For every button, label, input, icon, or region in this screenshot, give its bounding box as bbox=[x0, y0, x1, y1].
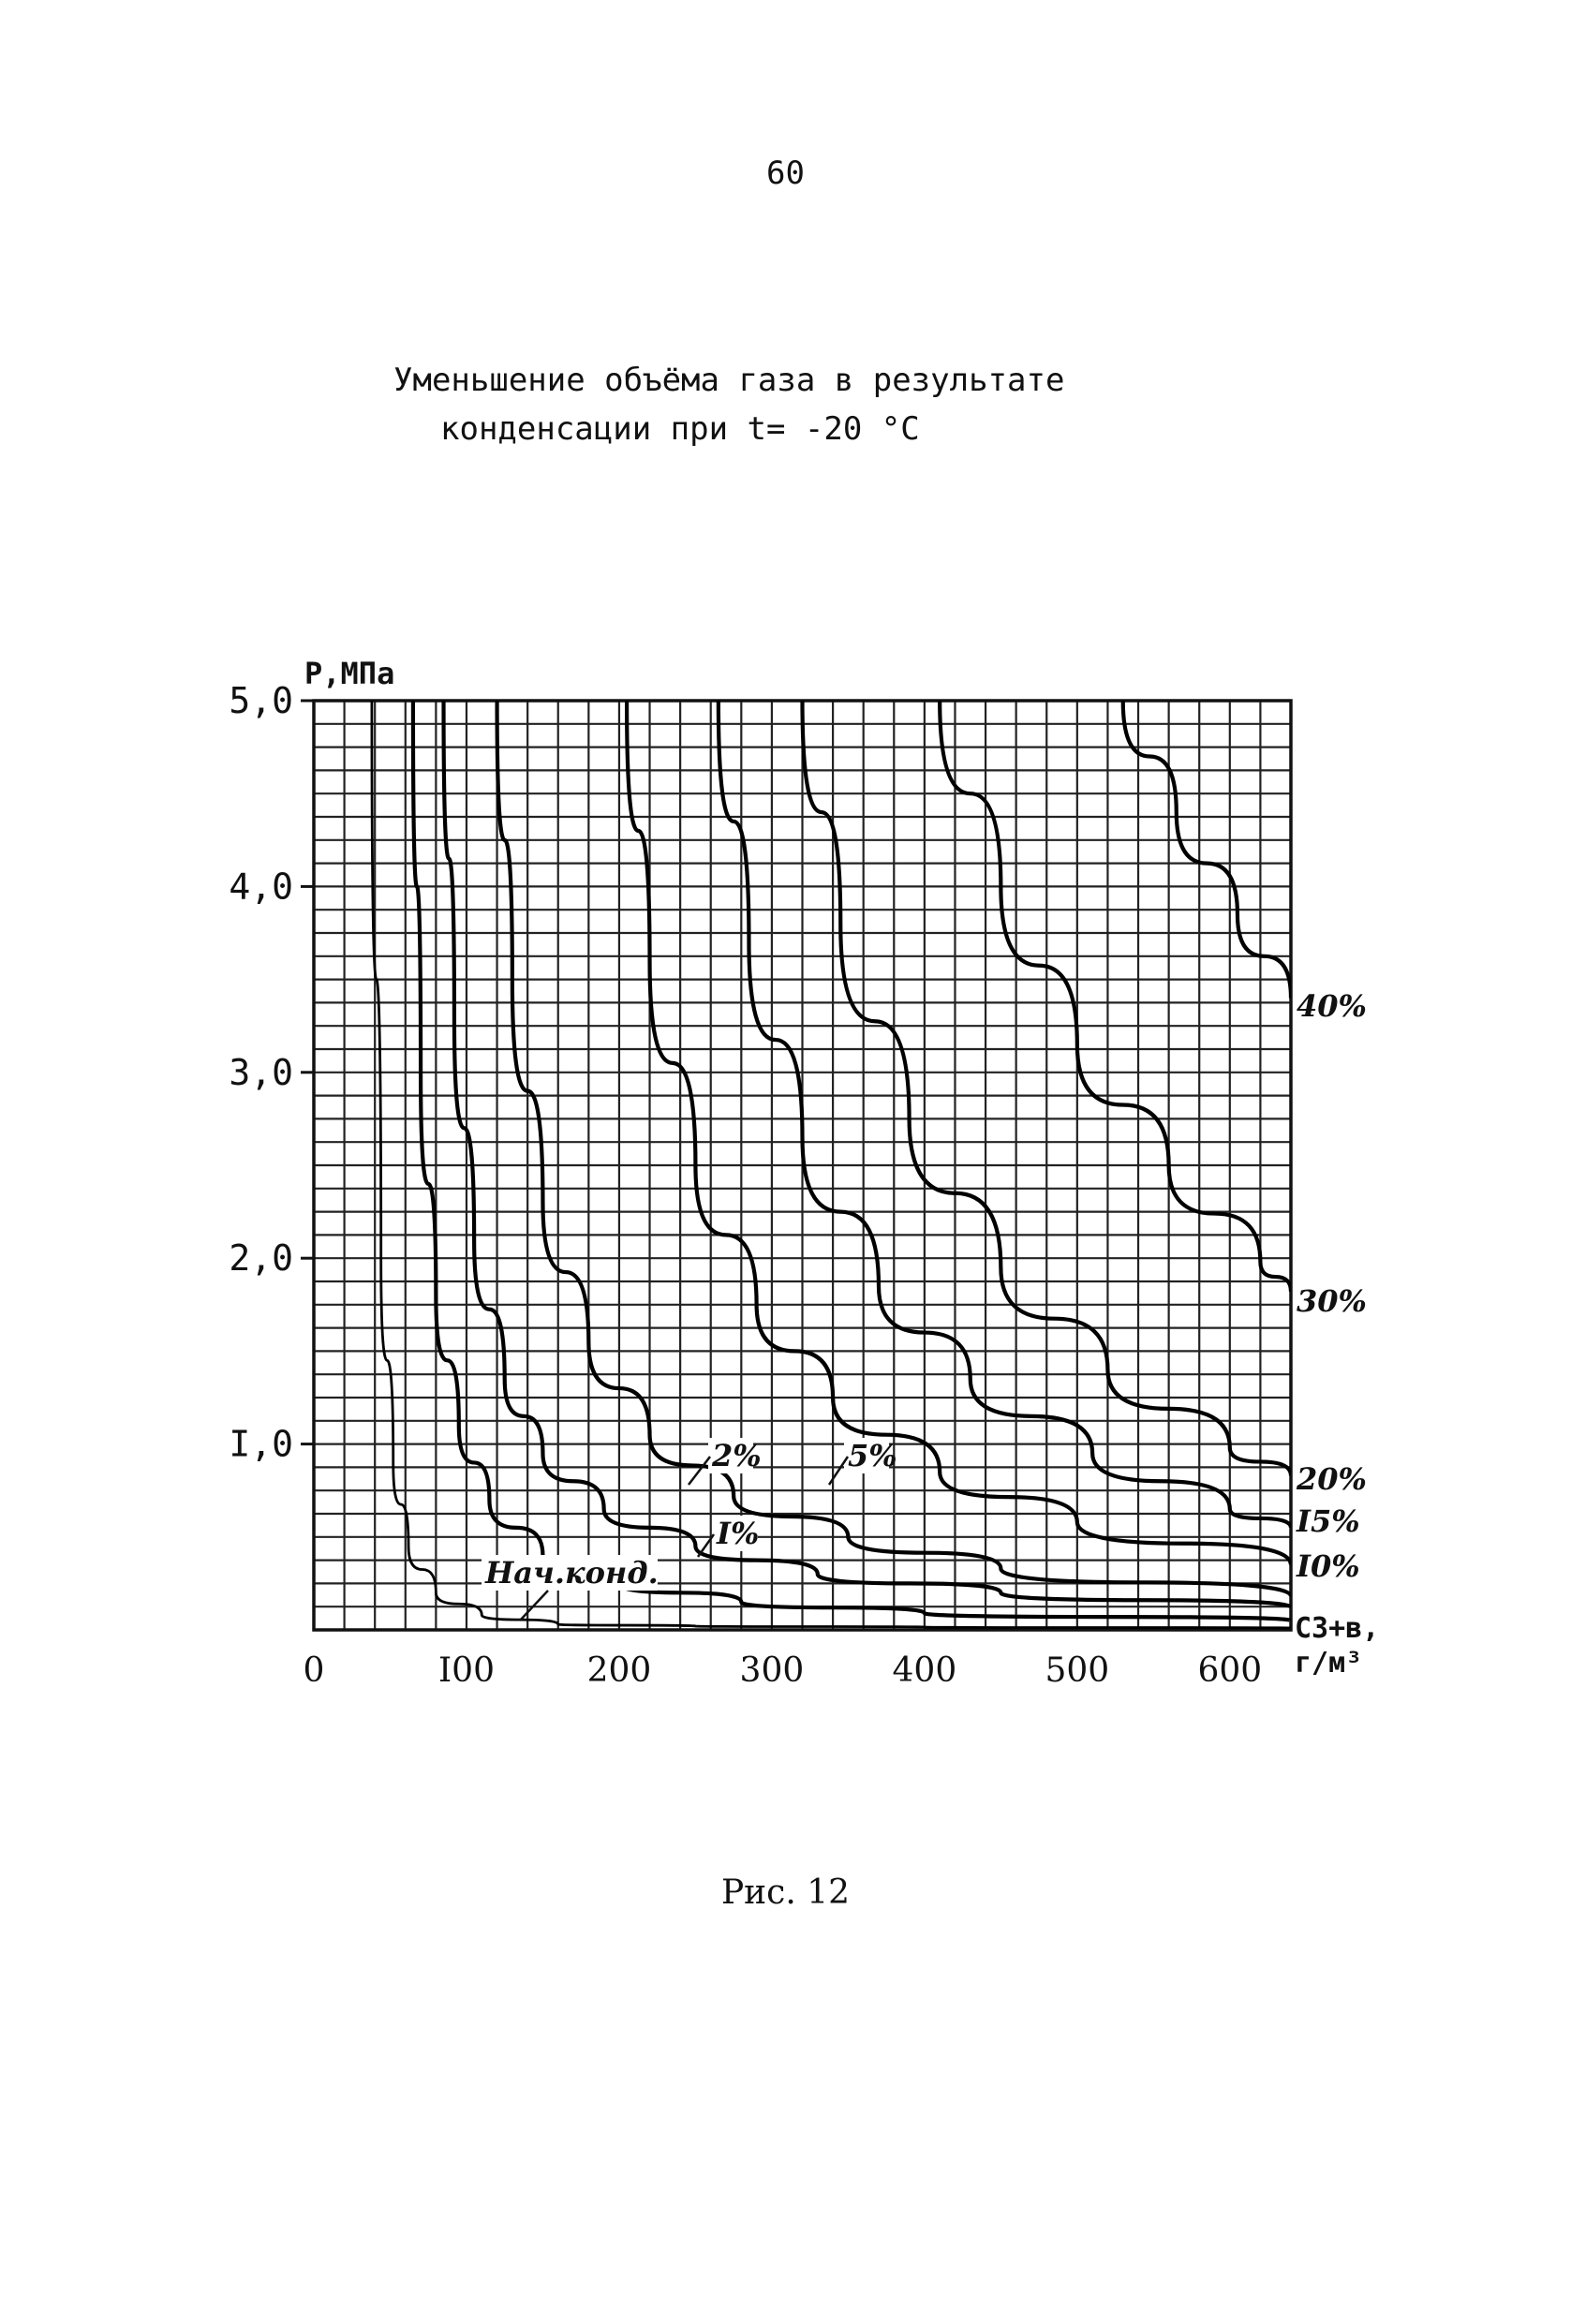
series-label: 40% bbox=[1297, 988, 1367, 1024]
series-label: 20% bbox=[1297, 1461, 1367, 1497]
x-tick-label: 200 bbox=[586, 1651, 652, 1690]
series-line bbox=[1123, 701, 1291, 998]
y-axis-label: Р,МПа bbox=[304, 656, 395, 691]
series-line bbox=[627, 701, 1291, 1565]
series-label: 5% bbox=[848, 1438, 897, 1473]
series-line bbox=[940, 701, 1291, 1292]
x-tick-label: 400 bbox=[892, 1651, 957, 1690]
x-axis-label-line1: С3+в, bbox=[1295, 1612, 1380, 1645]
x-tick-label: 500 bbox=[1045, 1651, 1110, 1690]
title-line-2: конденсации при t= -20 °С bbox=[440, 410, 920, 448]
series-label-leader bbox=[689, 1457, 710, 1485]
y-tick-label: 2,0 bbox=[229, 1237, 293, 1280]
series-label-leader bbox=[520, 1591, 548, 1621]
x-axis-label-line2: г/м³ bbox=[1295, 1647, 1363, 1680]
series-label: I0% bbox=[1297, 1548, 1360, 1584]
y-tick-label: 3,0 bbox=[229, 1051, 293, 1093]
series-label: 30% bbox=[1297, 1283, 1367, 1319]
x-tick-label: 600 bbox=[1197, 1651, 1263, 1690]
page-number: 60 bbox=[766, 155, 805, 192]
series-label: 2% bbox=[712, 1438, 762, 1473]
title-line-1: Уменьшение объёма газа в результате bbox=[393, 362, 1065, 399]
series-line bbox=[719, 701, 1291, 1528]
y-tick-label: 4,0 bbox=[229, 866, 293, 908]
y-tick-label: I,0 bbox=[229, 1423, 293, 1465]
figure-caption: Рис. 12 bbox=[720, 1873, 851, 1912]
x-tick-label: 300 bbox=[739, 1651, 805, 1690]
series-label: Нач.конд. bbox=[485, 1555, 659, 1591]
x-tick-label: 0 bbox=[303, 1651, 325, 1690]
y-tick-label: 5,0 bbox=[229, 680, 293, 721]
series-label: I5% bbox=[1297, 1503, 1360, 1539]
x-tick-label: I00 bbox=[437, 1651, 495, 1690]
series-label: I% bbox=[717, 1516, 760, 1551]
